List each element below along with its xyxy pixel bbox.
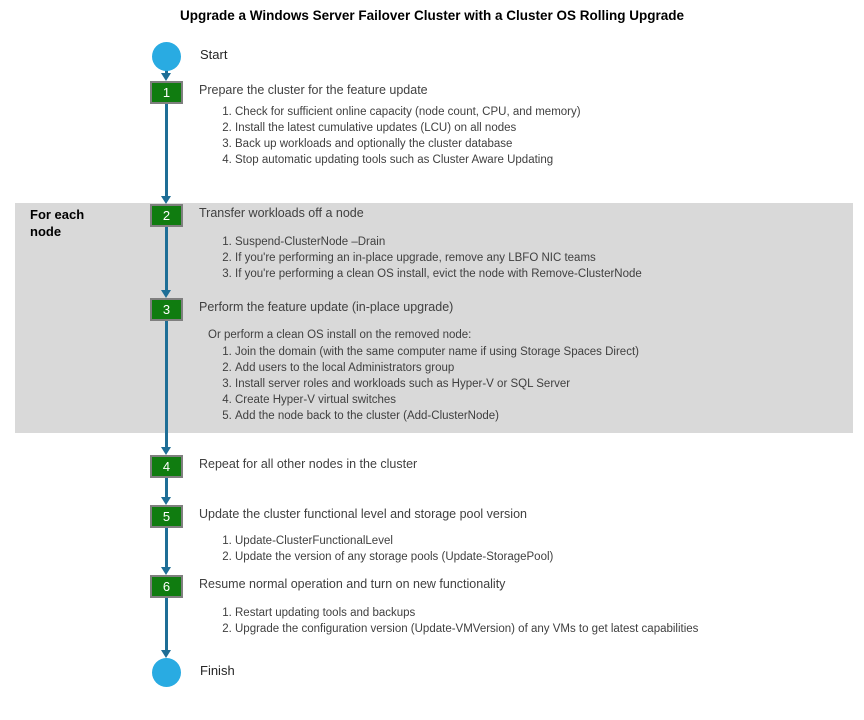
step-1-title: Prepare the cluster for the feature update xyxy=(199,83,428,97)
connector-line xyxy=(165,227,168,291)
list-item: 4. Stop automatic updating tools such as Cluster Aware Updating xyxy=(235,152,581,168)
list-item: 1. Suspend-ClusterNode –Drain xyxy=(235,234,642,250)
step-5-list xyxy=(197,533,553,565)
list-item: 2. Install the latest cumulative updates (LCU) on all nodes xyxy=(235,120,581,136)
list-item: 2. Add users to the local Administrators group xyxy=(235,360,639,376)
list-item: 1. Update-ClusterFunctionalLevel xyxy=(235,533,553,549)
list-item: 3. Install server roles and workloads such as Hyper-V or SQL Server xyxy=(235,376,639,392)
connector-line xyxy=(165,478,168,498)
finish-circle xyxy=(152,658,181,687)
step-4-box: 4 xyxy=(150,455,183,478)
list-item: 5. Add the node back to the cluster (Add-ClusterNode) xyxy=(235,408,639,424)
connector-line xyxy=(165,104,168,197)
step-6-title: Resume normal operation and turn on new functionality xyxy=(199,577,506,591)
list-item: 3. If you're performing a clean OS install, evict the node with Remove-ClusterNode xyxy=(235,266,642,282)
step-6-box: 6 xyxy=(150,575,183,598)
arrow-down-icon xyxy=(161,497,171,505)
step-5-box: 5 xyxy=(150,505,183,528)
step-3-title: Perform the feature update (in-place upgrade) xyxy=(199,300,454,314)
arrow-down-icon xyxy=(161,447,171,455)
arrow-down-icon xyxy=(161,73,171,81)
for-each-node-label: For each node xyxy=(30,207,85,239)
list-item: 2. Upgrade the configuration version (Update-VMVersion) of any VMs to get latest capabilities xyxy=(235,621,698,637)
list-item: 1. Join the domain (with the same computer name if using Storage Spaces Direct) xyxy=(235,344,639,360)
diagram-title: Upgrade a Windows Server Failover Cluster with a Cluster OS Rolling Upgrade xyxy=(180,8,684,23)
list-item: 2. Update the version of any storage pools (Update-StoragePool) xyxy=(235,549,553,565)
finish-label: Finish xyxy=(200,663,235,678)
start-label: Start xyxy=(200,47,228,62)
step-3-list-intro: Or perform a clean OS install on the removed node: xyxy=(208,329,472,341)
arrow-down-icon xyxy=(161,290,171,298)
list-item: 1. Restart updating tools and backups xyxy=(235,605,698,621)
step-5-title: Update the cluster functional level and storage pool version xyxy=(199,507,527,521)
start-circle xyxy=(152,42,181,71)
step-4-title: Repeat for all other nodes in the cluster xyxy=(199,457,418,471)
list-item: 3. Back up workloads and optionally the cluster database xyxy=(235,136,581,152)
arrow-down-icon xyxy=(161,196,171,204)
connector-line xyxy=(165,321,168,448)
connector-line xyxy=(165,598,168,651)
step-2-title: Transfer workloads off a node xyxy=(199,206,364,220)
step-1-list xyxy=(197,104,581,168)
step-3-box: 3 xyxy=(150,298,183,321)
step-6-list xyxy=(197,605,698,637)
list-item: 1. Check for sufficient online capacity (node count, CPU, and memory) xyxy=(235,104,581,120)
list-item: 2. If you're performing an in-place upgrade, remove any LBFO NIC teams xyxy=(235,250,642,266)
arrow-down-icon xyxy=(161,567,171,575)
step-3-list xyxy=(197,344,639,424)
step-2-box: 2 xyxy=(150,204,183,227)
arrow-down-icon xyxy=(161,650,171,658)
connector-line xyxy=(165,528,168,568)
step-1-box: 1 xyxy=(150,81,183,104)
list-item: 4. Create Hyper-V virtual switches xyxy=(235,392,639,408)
step-2-list xyxy=(197,234,642,282)
